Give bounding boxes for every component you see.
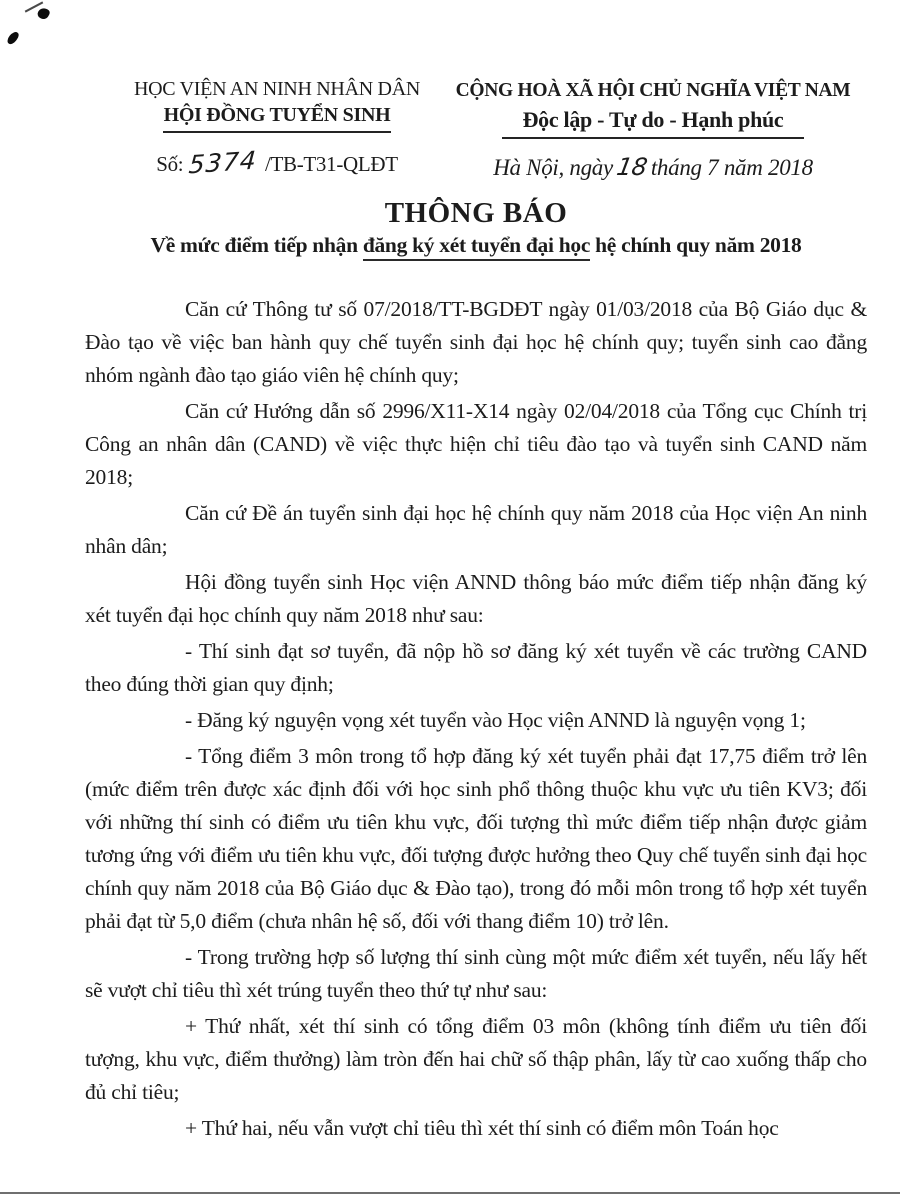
paragraph-legal-basis-2: Căn cứ Hướng dẫn số 2996/X11-X14 ngày 02/04/2018 của Tổng cục Chính trị Công an nhân dân (CAND) về việc thực hiện chỉ tiêu đào tạo và tuyển sinh CAND năm 2018; [85,399,867,489]
paragraph-announcement: Hội đồng tuyển sinh Học viện ANND thông báo mức điểm tiếp nhận đăng ký xét tuyển đại học chính quy năm 2018 như sau: [85,570,867,627]
date-suffix: tháng 7 năm 2018 [650,155,813,180]
ink-mark [6,30,21,46]
ink-mark [36,6,51,21]
doc-number-prefix: Số: [156,152,184,176]
org-underline [163,131,391,133]
date-prefix: Hà Nội, ngày [493,155,613,180]
paragraph-legal-basis-1: Căn cứ Thông tư số 07/2018/TT-BGDĐT ngày 01/03/2018 của Bộ Giáo dục & Đào tạo về việc ban hành quy chế tuyển sinh đại học hệ chính quy; tuyển sinh cao đẳng nhóm ngành đào tạo giáo viên hệ chính quy; [85,297,867,387]
doc-number-handwritten: 5374 [188,145,259,180]
document-subtitle [85,233,867,258]
document-title: THÔNG BÁO [384,197,568,229]
national-title: CỘNG HOÀ XÃ HỘI CHỦ NGHĨA VIỆT NAM [455,80,851,101]
subtitle-after: hệ chính quy năm 2018 [590,233,802,257]
paragraph-condition-3: - Tổng điểm 3 môn trong tổ hợp đăng ký xét tuyển phải đạt 17,75 điểm trở lên (mức điểm trên được xác định đối với học sinh phổ thông thuộc khu vực ưu tiên KV3; đối với những thí sinh có điểm ưu tiên khu vực, đối tượng thì mức điểm tiếp nhận được giảm tương ứng với điểm ưu tiên khu vực, đối tượng được hưởng theo Quy chế tuyển sinh đại học chính quy năm 2018 của Bộ Giáo dục & Đào tạo), trong đó mỗi môn trong tổ hợp xét tuyển phải đạt từ 5,0 điểm (chưa nhân hệ số, đối với thang điểm 10) trở lên. [85,744,867,933]
doc-number-suffix: /TB-T31-QLĐT [264,152,398,176]
issuing-org-block [112,78,442,180]
paragraph-tiebreak-first: + Thứ nhất, xét thí sinh có tổng điểm 03 môn (không tính điểm ưu tiên đối tượng, khu vực, điểm thưởng) làm tròn đến hai chữ số thập phân, lấy từ cao xuống thấp cho đủ chỉ tiêu; [85,1014,867,1104]
date-day-handwritten: 18 [614,153,650,181]
national-motto-block [438,80,868,181]
motto-underline [502,137,804,139]
national-motto: Độc lập - Tự do - Hạnh phúc [522,107,784,132]
paragraph-legal-basis-3: Căn cứ Đề án tuyển sinh đại học hệ chính quy năm 2018 của Học viện An ninh nhân dân; [85,501,867,558]
paragraph-condition-1: - Thí sinh đạt sơ tuyển, đã nộp hồ sơ đăng ký xét tuyển về các trường CAND theo đúng thời gian quy định; [85,639,867,696]
org-name: HỌC VIỆN AN NINH NHÂN DÂN [133,78,420,100]
paragraph-tiebreak-second: + Thứ hai, nếu vẫn vượt chỉ tiêu thì xét thí sinh có điểm môn Toán học [185,1116,779,1140]
date-line [438,153,868,181]
subtitle-underlined: đăng ký xét tuyển đại học [363,233,590,261]
document-body [85,290,867,1148]
title-block [85,197,867,258]
org-subunit: HỘI ĐỒNG TUYỂN SINH [163,104,391,126]
scan-edge-line [0,1192,900,1194]
subtitle-before: Về mức điểm tiếp nhận [150,233,363,257]
document-number [112,145,442,180]
paragraph-condition-2: - Đăng ký nguyện vọng xét tuyển vào Học viện ANND là nguyện vọng 1; [185,708,806,732]
paragraph-tiebreak-intro: - Trong trường hợp số lượng thí sinh cùng một mức điểm xét tuyển, nếu lấy hết sẽ vượt chỉ tiêu thì xét trúng tuyển theo thứ tự như sau: [85,945,867,1002]
